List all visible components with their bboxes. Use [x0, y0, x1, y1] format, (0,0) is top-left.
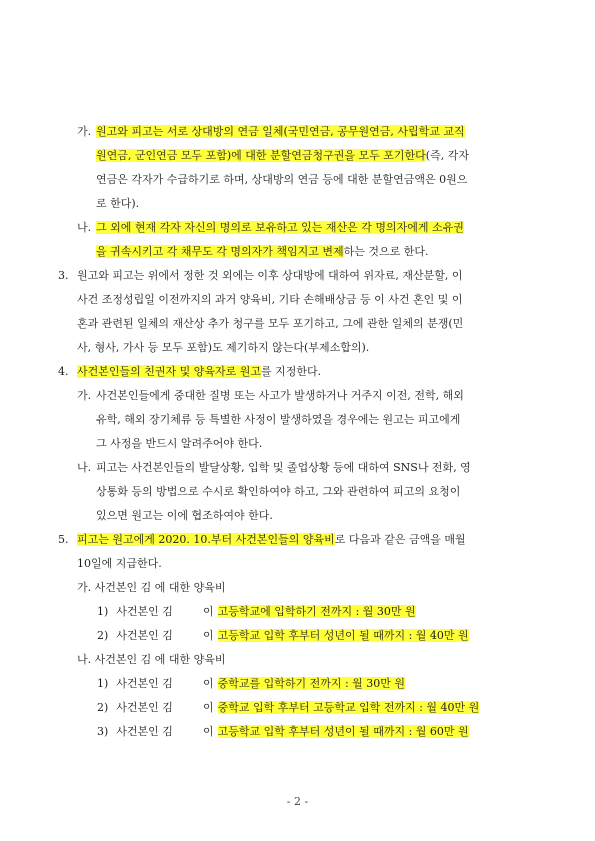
text-line: [96, 245, 429, 259]
text-line: [96, 221, 464, 235]
highlight: 을 귀속시키고 각 채무도 각 명의자가 책임지고 변제: [96, 245, 344, 258]
item-na-label: 나.: [77, 221, 92, 234]
text-line: 연금은 각자가 수급하기로 하며, 상대방의 연금 등에 대한 분할연금액은 0원으: [96, 173, 468, 186]
text-line: 상통화 등의 방법으로 수시로 확인하여야 하고, 그와 관련하여 피고의 요청이: [96, 485, 461, 498]
highlight: 원고와 피고는 서로 상대방의 연금 일체: [96, 125, 284, 138]
highlight: (국민연금, 공무원연금, 사립학교 교직: [283, 125, 465, 138]
text-line: 있으면 원고는 이에 협조하여야 한다.: [96, 509, 273, 522]
row-number: 1): [97, 605, 109, 618]
item-4-number: 4.: [58, 365, 69, 378]
row-particle: 이: [202, 701, 214, 714]
payment-row: [97, 701, 479, 715]
text-line: [77, 533, 466, 547]
item-5-na-header: 나. 사건본인 김 에 대한 양육비: [77, 653, 226, 666]
row-name: 사건본인 김: [116, 701, 173, 714]
row-number: 3): [97, 725, 109, 738]
highlight: 그 외에 현재 각자 자신의 명의로 보유하고 있는 재산은 각 명의자에게 소유권: [96, 221, 464, 234]
row-name: 사건본인 김: [116, 677, 173, 690]
highlight: 고등학교에 입학하기 전까지 : 월 30만 원: [217, 605, 416, 618]
highlight: 피고는 원고에게 2020. 10.부터 사건본인들의 양육비: [77, 533, 335, 546]
text: 로 다음과 같은 금액을 매월: [334, 533, 466, 546]
row-particle: 이: [202, 605, 214, 618]
item-4-na-label: 나.: [77, 461, 92, 474]
row-particle: 이: [202, 629, 214, 642]
row-name: 사건본인 김: [116, 629, 173, 642]
highlight: 사건본인들의 친권자 및 양육자로 원고: [77, 365, 262, 378]
payment-row: [97, 629, 469, 643]
text-line: 로 한다).: [96, 197, 140, 210]
row-particle: 이: [202, 677, 214, 690]
item-5-number: 5.: [58, 533, 69, 546]
page-number: - 2 -: [286, 795, 309, 808]
text-line: 혼과 관련된 일체의 재산상 추가 청구를 모두 포기하고, 그에 관한 일체의 분쟁(민: [77, 317, 464, 330]
text: (즉, 각자: [425, 149, 469, 162]
item-4-ga-label: 가.: [77, 389, 92, 402]
item-5-ga-header: 가. 사건본인 김 에 대한 양육비: [77, 581, 226, 594]
text-line: 사건 조정성립일 이전까지의 과거 양육비, 기타 손해배상금 등 이 사건 혼인 및 이: [77, 293, 463, 306]
text: 를 지정한다.: [261, 365, 322, 378]
row-name: 사건본인 김: [116, 725, 173, 738]
payment-row: [97, 605, 416, 619]
text-line: [96, 149, 469, 163]
text-line: [96, 125, 465, 139]
text-line: 원고와 피고는 위에서 정한 것 외에는 이후 상대방에 대하여 위자료, 재산분할, 이: [77, 269, 463, 282]
text: 하는 것으로 한다.: [343, 245, 429, 258]
text-line: [77, 365, 321, 379]
text-line: 피고는 사건본인들의 발달상황, 입학 및 졸업상황 등에 대하여 SNS나 전화, 영: [96, 461, 471, 474]
highlight: 고등학교 입학 후부터 성년이 될 때까지 : 월 40만 원: [217, 629, 469, 642]
payment-row: [97, 677, 405, 691]
highlight: 중학교를 입학하기 전까지 : 월 30만 원: [217, 677, 406, 690]
row-name: 사건본인 김: [116, 605, 173, 618]
text-line: 10일에 지급한다.: [77, 557, 162, 570]
item-ga-label: 가.: [77, 125, 92, 138]
text-line: 유학, 해외 장기체류 등 특별한 사정이 발생하였을 경우에는 원고는 피고에게: [96, 413, 461, 426]
text-line: 사건본인들에게 중대한 질병 또는 사고가 발생하거나 거주지 이전, 전학, 해외: [96, 389, 464, 402]
highlight: 원연금, 군인연금 모두 포함)에 대한 분할연금청구권을 모두 포기한다: [96, 149, 426, 162]
row-number: 2): [97, 701, 109, 714]
text-line: 그 사정을 반드시 알려주어야 한다.: [96, 437, 263, 450]
highlight: 고등학교 입학 후부터 성년이 될 때까지 : 월 60만 원: [217, 725, 469, 738]
item-3-number: 3.: [58, 269, 69, 282]
payment-row: [97, 725, 469, 739]
text-line: 사, 형사, 가사 등 모두 포함)도 제기하지 않는다(부제소합의).: [77, 341, 370, 354]
row-number: 2): [97, 629, 109, 642]
row-number: 1): [97, 677, 109, 690]
highlight: 중학교 입학 후부터 고등학교 입학 전까지 : 월 40만 원: [217, 701, 480, 714]
row-particle: 이: [202, 725, 214, 738]
